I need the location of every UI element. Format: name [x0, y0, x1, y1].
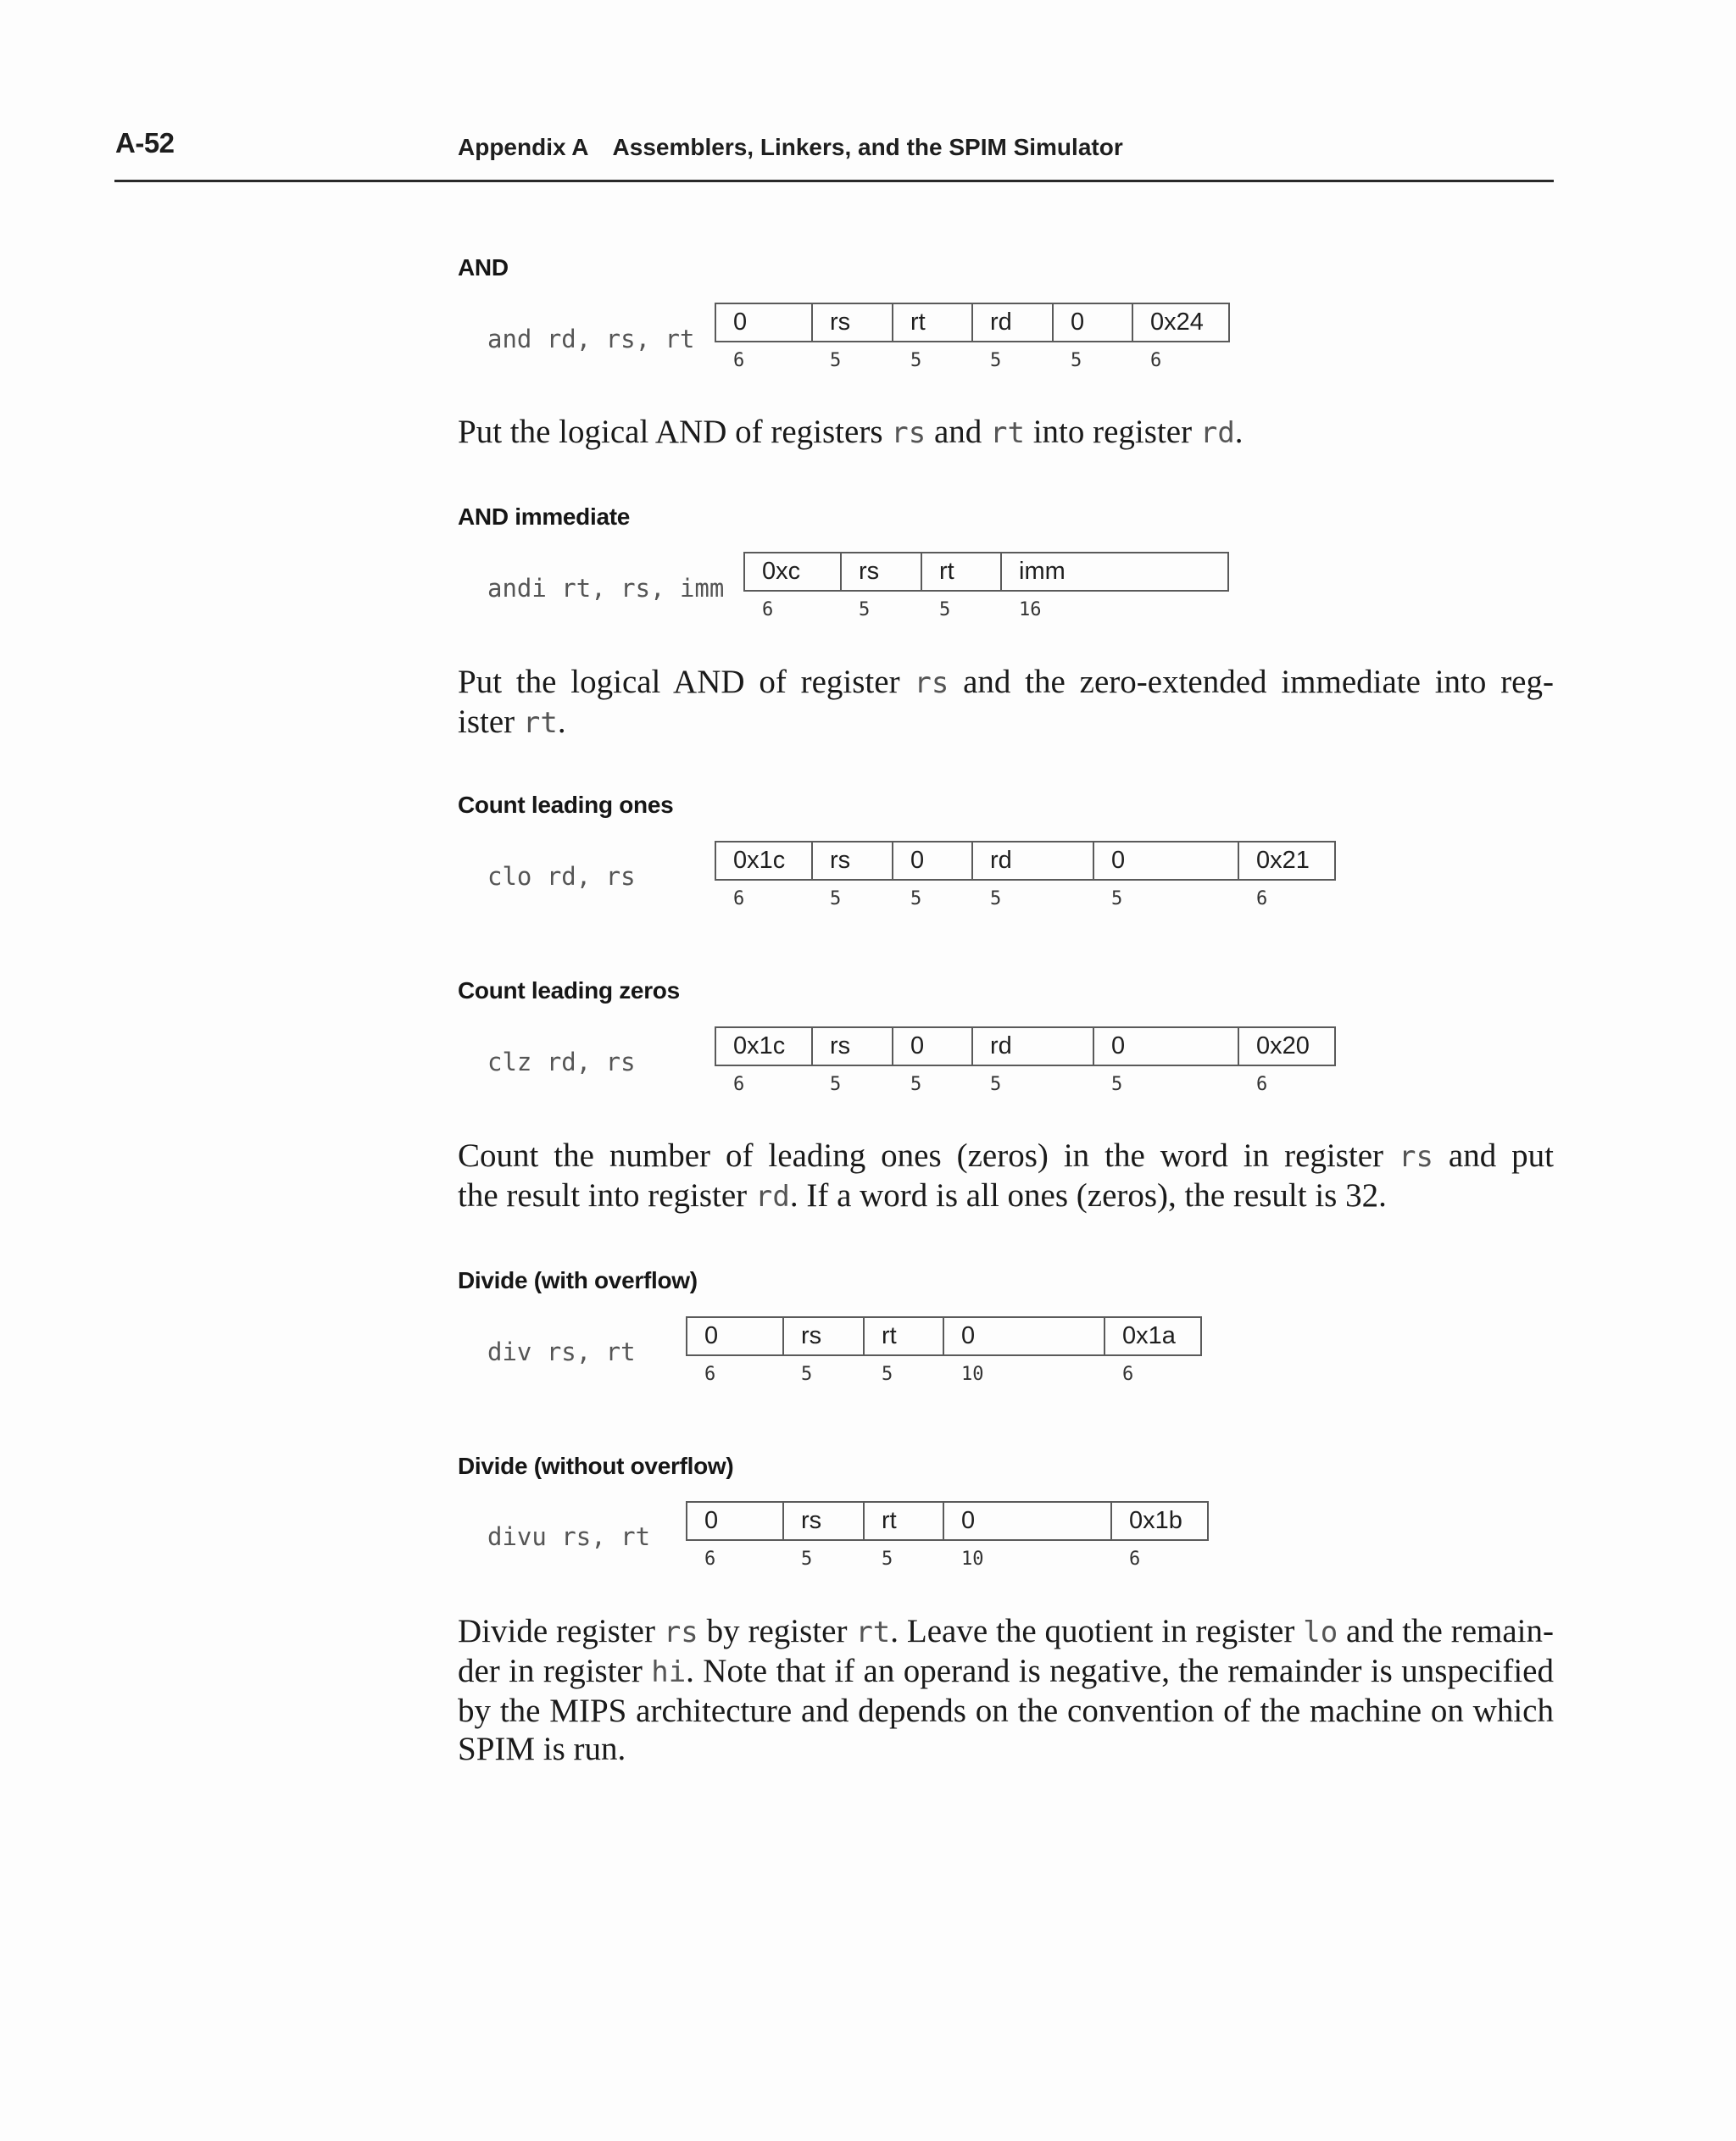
instruction-syntax-andi: andi rt, rs, imm — [487, 574, 725, 603]
field-shamt: 0 — [1094, 842, 1239, 879]
bit-widths-clz — [715, 1074, 1334, 1095]
field-rd: rd — [973, 304, 1054, 341]
instruction-syntax-divu: divu rs, rt — [487, 1522, 651, 1551]
section-heading-clo: Count leading ones — [458, 792, 674, 818]
encoding-andi — [743, 552, 1229, 592]
header-rule — [114, 180, 1554, 182]
section-heading-andi: AND immediate — [458, 503, 631, 530]
bit-widths-divu — [686, 1549, 1207, 1570]
bit-width: 5 — [990, 888, 1002, 909]
encoding-clz — [715, 1026, 1336, 1066]
page-number: A-52 — [115, 127, 175, 158]
description-count: Count the number of leading ones (zeros) in the word in register rs and put the result into register rd. If a word is all ones (zeros), the result is 32. — [458, 1137, 1555, 1214]
field-zero: 0 — [944, 1318, 1105, 1354]
field-rt: rt — [893, 304, 973, 341]
running-head — [458, 134, 1123, 161]
field-op: 0 — [687, 1503, 784, 1539]
field-rt: rt — [865, 1503, 944, 1539]
bit-width: 6 — [704, 1549, 716, 1570]
field-rs: rs — [842, 553, 922, 590]
field-funct: 0x1a — [1105, 1318, 1202, 1354]
field-op: 0x1c — [716, 842, 813, 879]
appendix-label: Appendix A — [458, 134, 589, 160]
field-zero: 0 — [944, 1503, 1112, 1539]
description-and: Put the logical AND of registers rs and rt into register rd. — [458, 414, 1244, 450]
bit-width: 10 — [961, 1549, 984, 1570]
field-rs: rs — [784, 1318, 865, 1354]
bit-width: 5 — [910, 350, 922, 371]
field-rt: 0 — [893, 1028, 973, 1065]
instruction-syntax-clo: clo rd, rs — [487, 862, 636, 891]
bit-widths-clo — [715, 888, 1334, 909]
bit-width: 6 — [1256, 888, 1268, 909]
section-heading-div: Divide (with overflow) — [458, 1267, 698, 1293]
field-rs: rs — [813, 1028, 893, 1065]
bit-width: 6 — [733, 888, 745, 909]
bit-width: 6 — [1122, 1364, 1134, 1385]
description-andi: Put the logical AND of register rs and the zero-extended immediate into reg- ister rt. — [458, 664, 1554, 740]
field-rt: rt — [922, 553, 1002, 590]
bit-widths-andi — [743, 599, 1227, 620]
field-imm: imm — [1002, 553, 1229, 590]
field-funct: 0x1b — [1112, 1503, 1209, 1539]
field-funct: 0x21 — [1239, 842, 1336, 879]
field-rs: rs — [784, 1503, 865, 1539]
encoding-divu — [686, 1501, 1209, 1541]
bit-width: 5 — [830, 1074, 842, 1095]
section-heading-divu: Divide (without overflow) — [458, 1453, 734, 1479]
bit-width: 5 — [830, 888, 842, 909]
bit-width: 5 — [1111, 888, 1123, 909]
bit-width: 6 — [733, 1074, 745, 1095]
bit-width: 5 — [990, 1074, 1002, 1095]
bit-width: 6 — [733, 350, 745, 371]
instruction-syntax-and: and rd, rs, rt — [487, 325, 695, 353]
bit-width: 5 — [801, 1364, 813, 1385]
bit-width: 5 — [1111, 1074, 1123, 1095]
instruction-syntax-clz: clz rd, rs — [487, 1048, 636, 1076]
field-funct: 0x20 — [1239, 1028, 1336, 1065]
field-shamt: 0 — [1094, 1028, 1239, 1065]
bit-width: 5 — [830, 350, 842, 371]
bit-width: 6 — [1150, 350, 1162, 371]
encoding-and — [715, 303, 1230, 342]
chapter-title: Assemblers, Linkers, and the SPIM Simulator — [612, 134, 1123, 160]
bit-width: 5 — [990, 350, 1002, 371]
field-rt: 0 — [893, 842, 973, 879]
field-rs: rs — [813, 842, 893, 879]
encoding-clo — [715, 841, 1336, 881]
bit-width: 6 — [1129, 1549, 1141, 1570]
bit-width: 16 — [1019, 599, 1042, 620]
field-shamt: 0 — [1054, 304, 1133, 341]
bit-width: 5 — [1071, 350, 1082, 371]
field-op: 0x1c — [716, 1028, 813, 1065]
encoding-div — [686, 1316, 1202, 1356]
field-funct: 0x24 — [1133, 304, 1230, 341]
bit-width: 5 — [859, 599, 871, 620]
bit-width: 6 — [1256, 1074, 1268, 1095]
bit-width: 5 — [910, 888, 922, 909]
bit-width: 10 — [961, 1364, 984, 1385]
field-rd: rd — [973, 1028, 1094, 1065]
bit-width: 5 — [882, 1549, 893, 1570]
section-heading-clz: Count leading zeros — [458, 977, 680, 1004]
field-rs: rs — [813, 304, 893, 341]
bit-width: 6 — [704, 1364, 716, 1385]
bit-width: 5 — [910, 1074, 922, 1095]
bit-width: 5 — [939, 599, 951, 620]
description-div: Divide register rs by register rt. Leave the quotient in register lo and the remain- der in register hi. Note that if an operand is negative, the remainder is unspecified by the MIPS architecture and depends on the convention of the machine on which SPIM is run. — [458, 1613, 1554, 1767]
instruction-syntax-div: div rs, rt — [487, 1337, 636, 1366]
section-heading-and: AND — [458, 254, 509, 281]
field-rd: rd — [973, 842, 1094, 879]
bit-width: 5 — [882, 1364, 893, 1385]
field-op: 0 — [687, 1318, 784, 1354]
field-op: 0 — [716, 304, 813, 341]
bit-widths-div — [686, 1364, 1200, 1385]
bit-widths-and — [715, 350, 1228, 371]
field-rt: rt — [865, 1318, 944, 1354]
bit-width: 5 — [801, 1549, 813, 1570]
bit-width: 6 — [762, 599, 774, 620]
field-op: 0xc — [745, 553, 842, 590]
